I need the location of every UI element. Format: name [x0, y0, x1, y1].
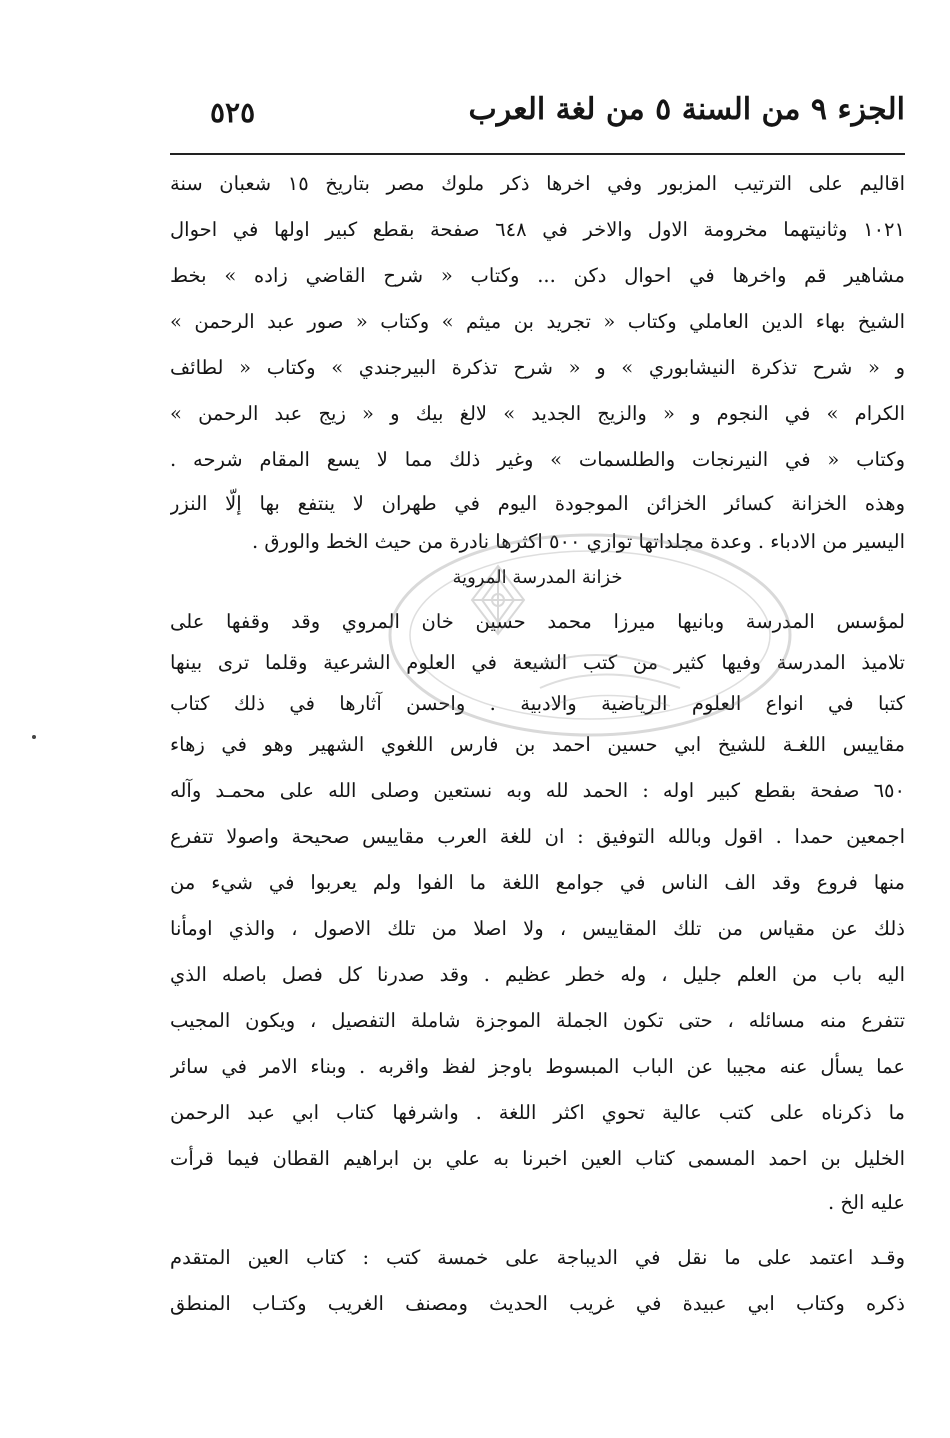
text-line: وهذه الخزانة كسائر الخزائن الموجودة اليوم في طهران لا ينتفع بها إلّا النزر [170, 492, 905, 515]
section-heading: خزانة المدرسة المروية [452, 567, 623, 588]
text-line: الكرام » في النجوم و « والزيج الجديد » لالغ بيك و « زيج عبد الرحمن » [170, 402, 905, 425]
text-line: اقاليم على الترتيب المزبور وفي اخرها ذكر ملوك مصر بتاريخ ١٥ شعبان سنة [170, 172, 905, 195]
text-line: تتفرع منه مسائله ، حتى تكون الجملة الموجزة شاملة التفصيل ، ويكون المجيب [170, 1009, 905, 1032]
text-line: منها فروع وقد الف الناس في جوامع اللغة ما الفوا ولم يعربوا في شيء من [170, 871, 905, 894]
page-header [170, 92, 905, 152]
text-line: مشاهير قم واخرها في احوال دكن ... وكتاب « شرح القاضي زاده » بخط [170, 264, 905, 287]
text-line: عليه الخ . [828, 1191, 905, 1214]
text-line: وكتاب « في النيرنجات والطلسمات » وغير ذلك مما لا يسع المقام شرحه . [170, 448, 905, 471]
text-line: لمؤسس المدرسة وبانيها ميرزا محمد حسين خان المروي وقد وقفها على [170, 610, 905, 633]
text-line: وقـد اعتمد على ما نقل في الديباجة على خمسة كتب : كتاب العين المتقدم [170, 1246, 905, 1269]
text-line: ما ذكرناه على كتب عالية تحوي اكثر اللغة . واشرفها كتاب ابي عبد الرحمن [170, 1101, 905, 1124]
text-line: الخليل بن احمد المسمى كتاب العين اخبرنا به علي بن ابراهيم القطان فيما قرأت [170, 1147, 905, 1170]
text-line: تلاميذ المدرسة وفيها كثير من كتب الشيعة في العلوم الشرعية وقلما ترى بينها [170, 651, 905, 674]
text-line: ٦٥٠ صفحة بقطع كبير اوله : الحمد لله وبه نستعين وصلى الله على محمـد وآله [170, 779, 905, 802]
text-line: الشيخ بهاء الدين العاملي وكتاب « تجريد بن ميثم » وكتاب « صور عبد الرحمن » [170, 310, 905, 333]
text-line: اليسير من الادباء . وعدة مجلداتها توازي ٥٠٠ اكثرها نادرة من حيث الخط والورق . [251, 530, 905, 553]
running-head: الجزء ٩ من السنة ٥ من لغة العرب [468, 92, 905, 127]
text-line: ذلك عن مقياس من تلك المقاييس ، ولا اصلا من تلك الاصول ، والذي اومأنا [170, 917, 905, 940]
scan-speck [32, 735, 36, 739]
text-line: مقاييس اللغـة للشيخ ابي حسين احمد بن فارس اللغوي الشهير وهو في زهاء [170, 733, 905, 756]
text-line: ذكره وكتاب ابي عبيدة في غريب الحديث ومصنف الغريب وكتـاب المنطق [170, 1292, 905, 1315]
text-line: كتبا في انواع العلوم الرياضية والادبية . واحسن آثارها في ذلك كتاب [170, 692, 905, 715]
text-line: اجمعين حمدا . اقول وبالله التوفيق : ان للغة العرب مقاييس صحيحة واصولا تتفرع [170, 825, 905, 848]
text-line: ١٠٢١ وثانيتهما مخرومة الاول والاخر في ٦٤٨ صفحة بقطع كبير اولها في احوال [170, 218, 905, 241]
page-number: ٥٢٥ [210, 96, 256, 129]
text-line: عما يسأل عنه مجيبا عن الباب المبسوط باوجز لفظ واقربه . وبناء الامر في سائر [170, 1055, 905, 1078]
text-line: و « شرح تذكرة النيشابوري » و « شرح تذكرة البيرجندي » وكتاب « لطائف [170, 356, 905, 379]
text-line: اليه باب من العلم جليل ، وله خطر عظيم . وقد صدرنا كل فصل باصله الذي [170, 963, 905, 986]
header-rule [170, 153, 905, 155]
